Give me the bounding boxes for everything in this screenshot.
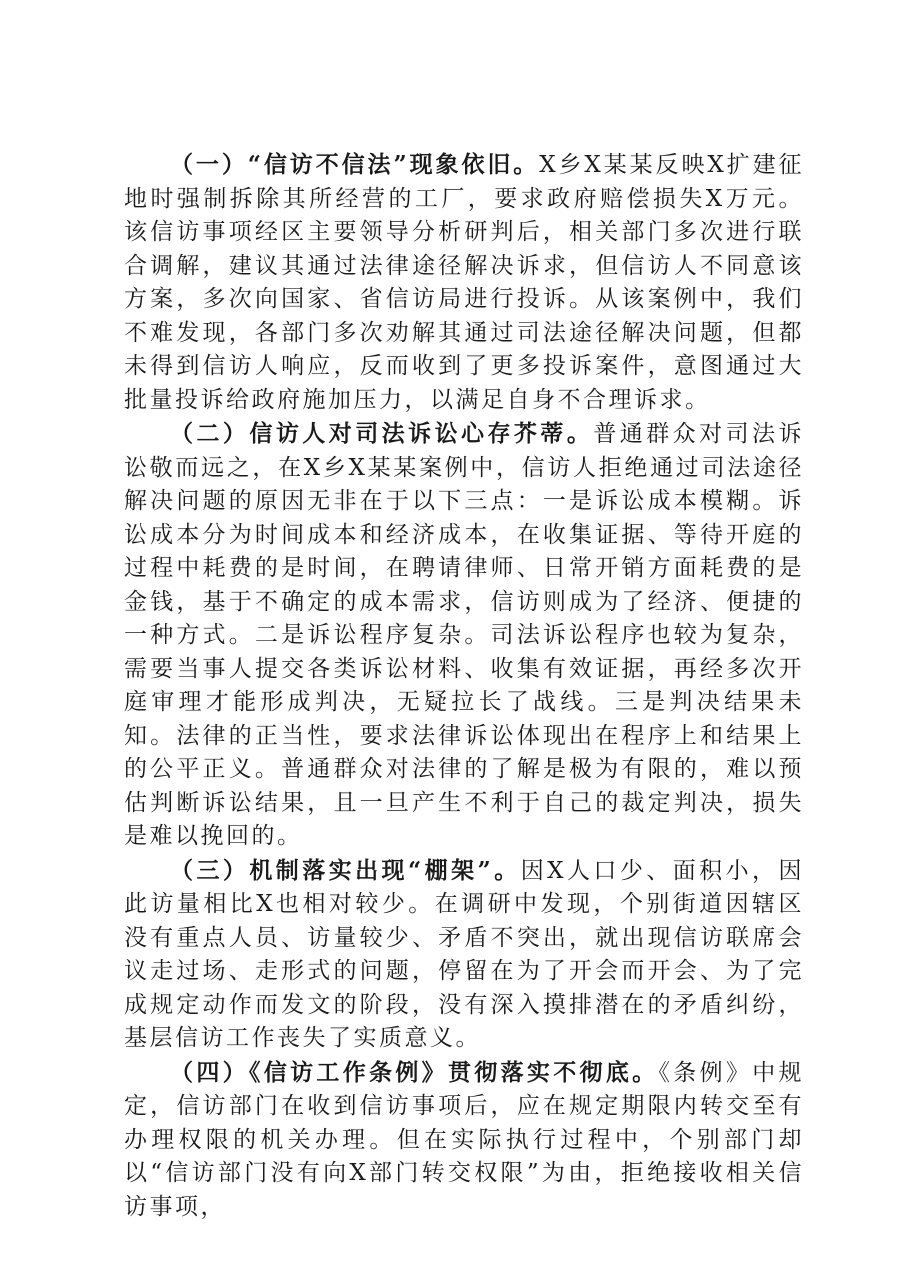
paragraph-3-body: 因X人口少、面积小，因此访量相比X也相对较少。在调研中发现，个别街道因辖区没有重点人员、访量较少、矛盾不突出，就出现信访联席会议走过场、走形式的问题，停留在为了开会而开会、为了完成规定动作而发文的阶段，没有深入摸排潜在的矛盾纠纷，基层信访工作丧失了实质意义。 <box>124 857 805 1051</box>
paragraph-2-heading: （二）信访人对司法诉讼心存芥蒂。 <box>170 420 594 447</box>
paragraph-3-heading: （三）机制落实出现“棚架”。 <box>170 856 521 884</box>
paragraph-1-body: X乡X某某反映X扩建征地时强制拆除其所经营的工厂，要求政府赔偿损失X万元。该信访事项经区主要领导分析研判后，相关部门多次进行联合调解，建议其通过法律途径解决诉求，但信访人不同意该方案，多次向国家、省信访局进行投诉。从该案例中，我们不难发现，各部门多次劝解其通过司法途径解决问题，但都未得到信访人响应，反而收到了更多投诉案件，意图通过大批量投诉给政府施加压力，以满足自身不合理诉求。 <box>124 152 804 413</box>
paragraph-4-heading: （四）《信访工作条例》贯彻落实不彻底。 <box>170 1058 659 1086</box>
paragraph-1 <box>124 148 804 417</box>
paragraph-2 <box>124 417 804 854</box>
document-body <box>124 148 804 1224</box>
paragraph-3 <box>124 854 804 1056</box>
paragraph-2-body: 普通群众对司法诉讼敬而远之，在X乡X某某案例中，信访人拒绝通过司法途径解决问题的原因无非在于以下三点：一是诉讼成本模糊。诉讼成本分为时间成本和经济成本，在收集证据、等待开庭的过程中耗费的是时间，在聘请律师、日常开销方面耗费的是金钱，基于不确定的成本需求，信访则成为了经济、便捷的一种方式。二是诉讼程序复杂。司法诉讼程序也较为复杂，需要当事人提交各类诉讼材料、收集有效证据，再经多次开庭审理才能形成判决，无疑拉长了战线。三是判决结果未知。法律的正当性，要求法律诉讼体现出在程序上和结果上的公平正义。普通群众对法律的了解是极为有限的，难以预估判断诉讼结果，且一旦产生不利于自己的裁定判决，损失是难以挽回的。 <box>124 421 805 849</box>
paragraph-1-heading: （一）“信访不信法”现象依旧。 <box>170 151 540 178</box>
paragraph-4-body: 《条例》中规定，信访部门在收到信访事项后，应在规定期限内转交至有办理权限的机关办理。但在实际执行过程中，个别部门却以“信访部门没有向X部门转交权限”为由，拒绝接收相关信访事项， <box>124 1059 804 1220</box>
paragraph-4 <box>124 1056 804 1225</box>
